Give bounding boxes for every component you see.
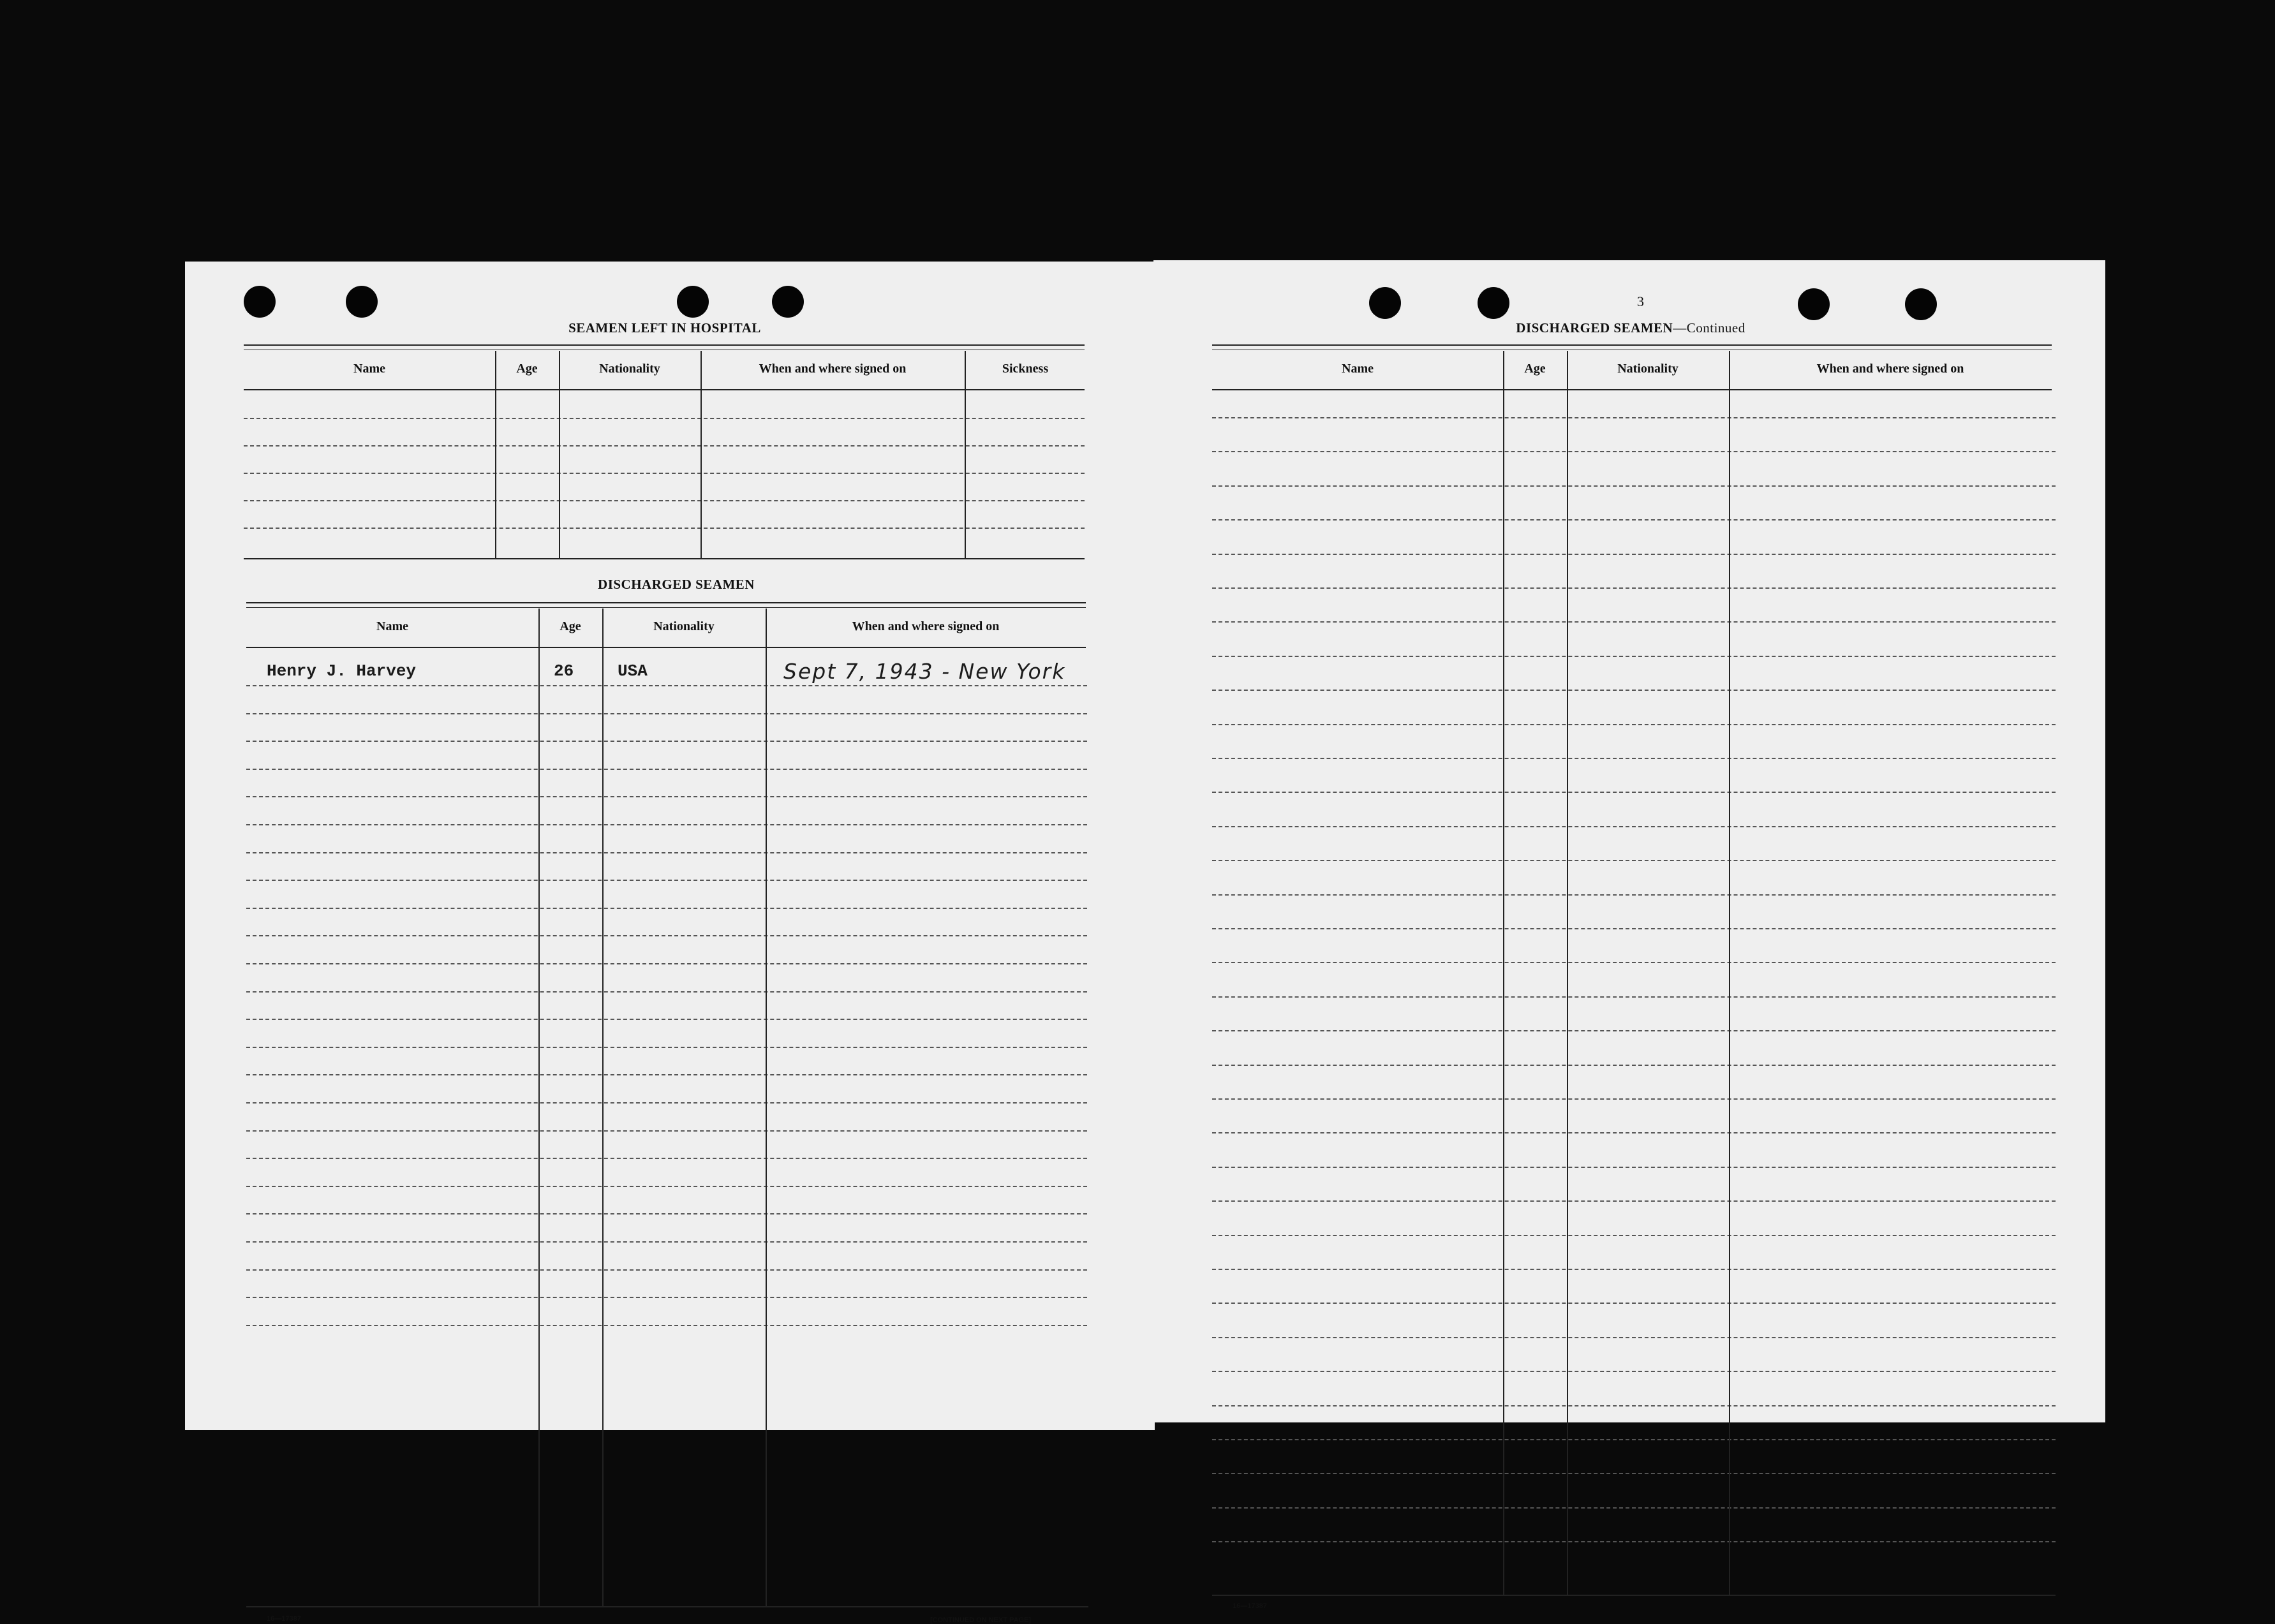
punch-hole [677,286,709,318]
signed-on-handwritten: Sept 7, 1943 - New York [783,658,1066,684]
discharged-bottom-rule [246,1606,1088,1607]
ruled-line [1212,758,2056,759]
ruled-line [246,1325,1087,1326]
continued-note: [CONTINUED ON NEXT PAGE] [930,1616,1032,1624]
form-number: 16—17387 [267,1615,301,1623]
punch-hole [1905,288,1937,320]
ruled-line [1212,1541,2056,1542]
ruled-line [246,908,1087,909]
ruled-line [244,528,1085,529]
column-header-age: Age [1524,361,1546,376]
ruled-line [244,445,1085,447]
hospital-section-title: SEAMEN LEFT IN HOSPITAL [568,320,761,336]
column-divider [1503,351,1504,1595]
ruled-line [1212,451,2056,452]
seaman-name: Henry J. Harvey [267,661,417,681]
ruled-line [246,935,1087,936]
hospital-bottom-rule [244,558,1085,559]
ruled-line [1212,485,2056,487]
ruled-line [246,1102,1087,1104]
column-divider [766,609,767,1606]
column-header-name: Name [353,361,385,376]
ruled-line [246,685,1087,686]
ruled-line [244,473,1085,474]
ruled-line [244,500,1085,501]
column-header-nationality: Nationality [653,619,715,633]
form-number: 16—17387 [1233,1602,1267,1610]
ruled-line [1212,996,2056,998]
ruled-line [1212,1098,2056,1100]
column-header-nationality: Nationality [599,361,660,376]
ruled-line [246,852,1087,853]
column-header-age: Age [559,619,581,633]
ruled-line [1212,1030,2056,1031]
hospital-header-rule [244,389,1085,390]
punch-hole [346,286,378,318]
ruled-line [246,824,1087,825]
discharged-header-rule [246,647,1086,648]
column-divider [965,351,966,558]
section-title-text: DISCHARGED SEAMEN [1516,320,1673,336]
ruled-line [1212,1405,2056,1406]
ruled-line [1212,1200,2056,1202]
column-header-nationality: Nationality [1617,361,1678,376]
seaman-nationality: USA [618,661,648,681]
hospital-top-rule [244,344,1085,350]
ruled-line [1212,621,2056,623]
ruled-line [246,1158,1087,1159]
ruled-line [246,796,1087,797]
ruled-line [246,1130,1087,1132]
ruled-line [246,1074,1087,1075]
ruled-line [1212,417,2056,418]
ruled-line [1212,1371,2056,1372]
ruled-line [1212,894,2056,896]
discharged-top-rule [246,602,1086,608]
punch-hole [1369,287,1401,319]
ruled-line [1212,724,2056,725]
ruled-line [246,880,1087,881]
ruled-line [1212,1439,2056,1440]
column-divider [559,351,560,558]
column-header-age: Age [516,361,538,376]
ruled-line [246,991,1087,993]
column-divider [1729,351,1730,1595]
ruled-line [1212,587,2056,589]
page-number: 3 [1637,293,1644,309]
section-title-suffix: —Continued [1673,320,1745,336]
column-header-signed-on: When and where signed on [852,619,1000,633]
continued-bottom-rule [1212,1595,2056,1596]
ruled-line [246,1269,1087,1271]
ruled-line [246,963,1087,964]
ruled-line [1212,554,2056,555]
ruled-line [1212,1337,2056,1338]
column-header-signed-on: When and where signed on [1816,361,1964,376]
ruled-line [246,769,1087,770]
seaman-age: 26 [554,661,574,681]
hospital-table-header [244,353,1086,385]
column-divider [495,351,496,558]
discharged-section-title: DISCHARGED SEAMEN [598,577,755,592]
ruled-line [1212,1507,2056,1509]
ruled-line [1212,826,2056,827]
signed-on-cell [766,659,1086,684]
punch-hole [1478,287,1509,319]
ruled-line [246,1297,1087,1298]
discharged-table-header [246,610,1086,642]
left-page [185,262,1155,1624]
punch-hole [1798,288,1830,320]
ruled-line [246,741,1087,742]
continued-top-rule [1212,344,2052,350]
ruled-line [1212,792,2056,793]
ruled-line [244,418,1085,419]
ruled-line [1212,1132,2056,1133]
column-divider [602,609,604,1606]
continued-table-header [1212,353,2052,385]
ruled-line [1212,1065,2056,1066]
ruled-line [1212,519,2056,520]
column-divider [700,351,702,558]
column-header-signed-on: When and where signed on [759,361,907,376]
column-divider [1567,351,1568,1595]
ruled-line [246,1047,1087,1048]
discharged-continued-title [1516,320,1745,336]
ruled-line [246,1019,1087,1020]
ruled-line [1212,860,2056,861]
ruled-line [1212,962,2056,963]
column-header-name: Name [376,619,408,633]
ruled-line [246,713,1087,714]
column-header-sickness: Sickness [1002,361,1049,376]
table-row [246,658,1086,684]
punch-hole [244,286,276,318]
column-header-name: Name [1342,361,1374,376]
punch-hole [772,286,804,318]
ruled-line [1212,1167,2056,1168]
ruled-line [1212,1473,2056,1474]
ruled-line [1212,690,2056,691]
ruled-line [1212,1303,2056,1304]
column-divider [538,609,540,1606]
right-page [1153,260,2105,1610]
ruled-line [1212,1235,2056,1236]
ruled-line [1212,1269,2056,1270]
ruled-line [1212,656,2056,657]
ruled-line [1212,928,2056,929]
ruled-line [246,1213,1087,1214]
continued-header-rule [1212,389,2052,390]
ruled-line [246,1241,1087,1243]
ruled-line [246,1186,1087,1187]
